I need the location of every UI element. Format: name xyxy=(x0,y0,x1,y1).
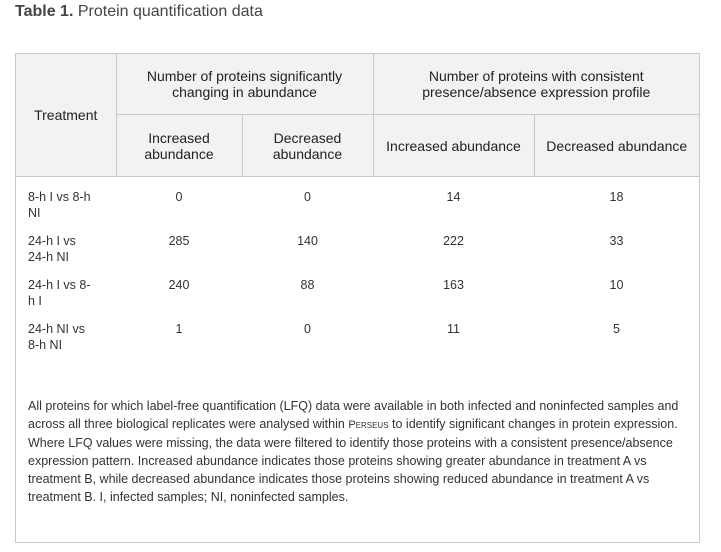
table-cell: 10 xyxy=(609,278,624,292)
row-treatment-label: 24-h I vs 8-h I xyxy=(28,278,91,308)
header-increased-abundance: Increased abundance xyxy=(116,115,242,177)
table-cell: 0 xyxy=(304,190,311,204)
table-container xyxy=(15,53,700,543)
table-cell: 88 xyxy=(300,278,315,292)
table-caption xyxy=(15,2,263,22)
table-cell: 0 xyxy=(304,322,311,336)
table-cell: 1 xyxy=(175,322,183,336)
header-decreased-abundance: Decreased abundance xyxy=(242,115,373,177)
table-row xyxy=(16,309,699,353)
table-cell: 11 xyxy=(447,322,460,336)
table-cell: 33 xyxy=(609,234,624,248)
software-name: Perseus xyxy=(348,419,389,431)
table-row xyxy=(16,265,699,309)
table-title: Protein quantification data xyxy=(77,3,263,20)
table-cell: 240 xyxy=(168,278,190,292)
table-row xyxy=(16,221,699,265)
header-significant-change: Number of proteins significantly changing in abundance xyxy=(116,54,373,115)
row-treatment-label: 24-h I vs 24-h NI xyxy=(28,234,76,264)
table-cell: 222 xyxy=(443,234,464,248)
table-row xyxy=(16,177,699,222)
row-treatment-label: 24-h NI vs 8-h NI xyxy=(28,322,85,352)
header-treatment: Treatment xyxy=(16,54,116,177)
table-cell: 5 xyxy=(613,322,620,336)
header-increased-abundance: Increased abundance xyxy=(373,115,534,177)
protein-quantification-table xyxy=(16,54,699,353)
header-row-1 xyxy=(16,54,699,115)
table-footnote xyxy=(28,397,693,506)
header-presence-absence: Number of proteins with consistent presence/absence expression profile xyxy=(373,54,699,115)
table-cell: 140 xyxy=(297,234,318,248)
header-decreased-abundance: Decreased abundance xyxy=(534,115,699,177)
footnote-text: to identify significant changes in protein expression. Where LFQ values were missing, the data were filtered to identify those proteins with a consistent presence/absence expression pattern. Increased abundance indicates those proteins showing greater abundance in treatment A vs treatment B, while decreased abundance indicates those proteins showing reduced abundance in treatment A vs treatment B. I, infected samples; NI, noninfected samples. xyxy=(28,417,678,504)
footnote-text: All proteins for which label-free quantification (LFQ) data were available in both infected and noninfected samples and across all three biological replicates were analysed within xyxy=(28,399,679,431)
table-cell: 163 xyxy=(443,278,464,292)
table-cell: 18 xyxy=(609,190,624,204)
row-treatment-label: 8-h I vs 8-h NI xyxy=(28,190,91,220)
table-number: Table 1. xyxy=(15,3,74,20)
table-cell: 285 xyxy=(168,234,190,248)
table-cell: 14 xyxy=(446,190,461,204)
header-row-2 xyxy=(16,115,699,177)
table-cell: 0 xyxy=(175,190,183,204)
